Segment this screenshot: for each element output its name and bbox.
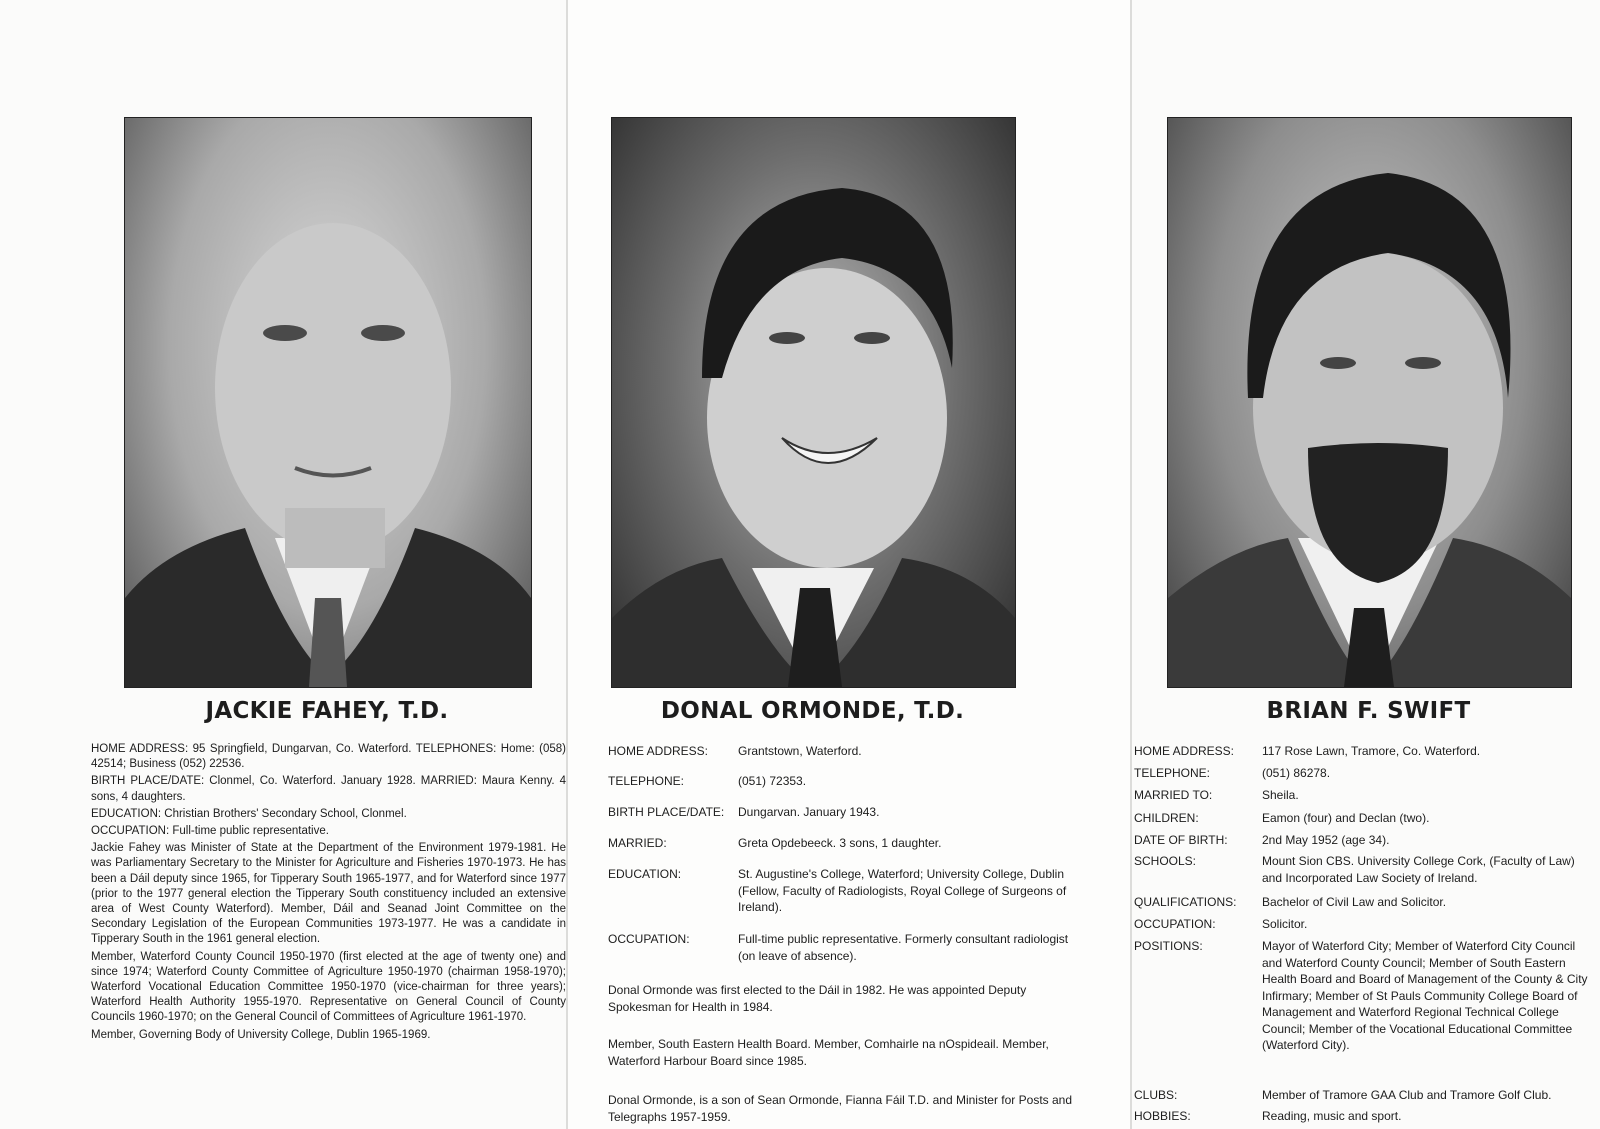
field-value: (051) 86278. — [1262, 766, 1331, 780]
field-value: Solicitor. — [1262, 917, 1308, 931]
detail-paragraph: HOME ADDRESS: 95 Springfield, Dungarvan, Co. Waterford. TELEPHONES: Home: (058) 42514; Business (052) 22536. — [91, 743, 566, 771]
detail-paragraph: OCCUPATION: Full-time public representative. — [91, 825, 329, 838]
detail-paragraph: EDUCATION: Christian Brothers' Secondary School, Clonmel. — [91, 807, 407, 820]
field-label: SCHOOLS: — [1134, 854, 1197, 868]
field-value: Dungarvan. January 1943. — [738, 805, 880, 819]
field-label: EDUCATION: — [608, 867, 682, 881]
field-label: QUALIFICATIONS: — [1134, 895, 1237, 909]
detail-paragraph: Member, Governing Body of University College, Dublin 1965-1969. — [91, 1028, 431, 1041]
field-label: MARRIED TO: — [1134, 788, 1213, 802]
field-label: DATE OF BIRTH: — [1134, 833, 1228, 847]
field-value: Mount Sion CBS. University College Cork, (Faculty of Law) and Incorporated Law Society of Ireland. — [1262, 854, 1575, 885]
field-label: CLUBS: — [1134, 1088, 1178, 1102]
field-value: Grantstown, Waterford. — [738, 744, 862, 758]
detail-paragraph: BIRTH PLACE/DATE: Clonmel, Co. Waterford. January 1928. MARRIED: Maura Kenny. 4 sons, 4 daughters. — [91, 775, 566, 803]
field-value: Reading, music and sport. — [1262, 1109, 1402, 1123]
field-label: HOME ADDRESS: — [608, 744, 709, 758]
field-value: (051) 72353. — [738, 774, 807, 788]
field-value: Bachelor of Civil Law and Solicitor. — [1262, 895, 1447, 909]
portrait-photo-fahey — [124, 117, 532, 688]
field-label: CHILDREN: — [1134, 811, 1199, 825]
field-value: Greta Opdebeeck. 3 sons, 1 daughter. — [738, 836, 942, 850]
field-label: OCCUPATION: — [1134, 917, 1216, 931]
profile-details-text — [91, 742, 566, 1045]
profile-name: JACKIE FAHEY, T.D. — [205, 698, 449, 724]
profile-name: DONAL ORMONDE, T.D. — [660, 698, 965, 724]
portrait-silhouette — [612, 118, 1015, 687]
field-value: St. Augustine's College, Waterford; University College, Dublin (Fellow, Faculty of Radiologists, Royal College of Surgeons of Ireland). — [738, 867, 1067, 914]
field-label: POSITIONS: — [1134, 939, 1203, 953]
field-label: HOME ADDRESS: — [1134, 744, 1235, 758]
detail-paragraph: Member, South Eastern Health Board. Member, Comhairle na nOspideail. Member, Waterford Harbour Board since 1985. — [608, 1037, 1049, 1068]
detail-paragraph: Donal Ormonde was first elected to the Dáil in 1982. He was appointed Deputy Spokesman for Health in 1984. — [608, 983, 1027, 1014]
portrait-silhouette — [1168, 118, 1571, 687]
profile-panel-ormonde — [568, 0, 1130, 1129]
portrait-photo-swift — [1167, 117, 1572, 688]
field-label: TELEPHONE: — [1134, 766, 1211, 780]
field-label: TELEPHONE: — [608, 774, 685, 788]
field-value: Eamon (four) and Declan (two). — [1262, 811, 1430, 825]
field-value: Full-time public representative. Formerly consultant radiologist (on leave of absence). — [738, 932, 1069, 963]
detail-paragraph: Donal Ormonde, is a son of Sean Ormonde, Fianna Fáil T.D. and Minister for Posts and Telegraphs 1957-1959. — [608, 1093, 1073, 1124]
field-label: OCCUPATION: — [608, 932, 690, 946]
field-value: 117 Rose Lawn, Tramore, Co. Waterford. — [1262, 744, 1481, 758]
field-value: Mayor of Waterford City; Member of Waterford City Council and Waterford County Council; Member of South Eastern Health Board and Board of Management of the County & City Infirmary; Member of St Pauls Community College Board of Management and Waterford Regional Technical College Council; Member of the Vocational Educational Committee (Waterford City). — [1262, 939, 1588, 1052]
field-label: HOBBIES: — [1134, 1109, 1191, 1123]
field-value: 2nd May 1952 (age 34). — [1262, 833, 1390, 847]
detail-paragraph: Jackie Fahey was Minister of State at the Department of the Environment 1979-1981. He was Parliamentary Secretary to the Minister for Agriculture and Fisheries 1970-1973. He has been a Dáil deputy since 1965, for Tipperary South 1965-1977, and for Waterford since 1977 (prior to the 1977 general election the Tipperary South constituency included an extensive area of West County Waterford). Member, Dáil and Seanad Joint Committee on the Secondary Legislation of the European Communities 1973-1977. He was a candidate in Tipperary South in the 1961 general election. — [91, 842, 566, 946]
field-label: MARRIED: — [608, 836, 667, 850]
portrait-photo-ormonde — [611, 117, 1016, 688]
field-value: Member of Tramore GAA Club and Tramore Golf Club. — [1262, 1088, 1552, 1102]
field-value: Sheila. — [1262, 788, 1299, 802]
profile-panel-fahey — [0, 0, 566, 1129]
portrait-silhouette — [125, 118, 531, 687]
profile-panel-swift — [1132, 0, 1600, 1129]
profile-name: BRIAN F. SWIFT — [1266, 698, 1471, 724]
field-label: BIRTH PLACE/DATE: — [608, 805, 725, 819]
detail-paragraph: Member, Waterford County Council 1950-1970 (first elected at the age of twenty one) and since 1974; Waterford County Committee of Agriculture 1950-1970 (chairman 1958-1970); Waterford Vocational Education Committee 1950-1970 (vice-chairman for three years); Waterford Health Authority 1955-1970. Representative on General Council of County Councils 1960-1970; on the General Council of Committees of Agriculture 1961-1970. — [91, 950, 566, 1024]
